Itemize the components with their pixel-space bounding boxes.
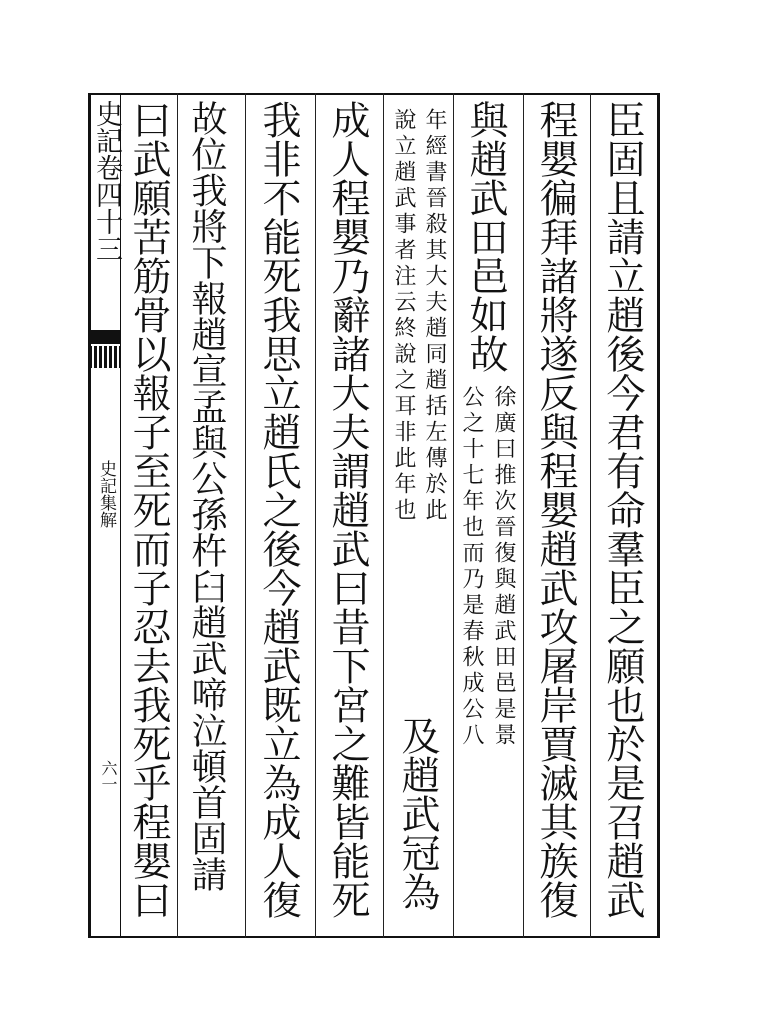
fish-tail-mark-lower xyxy=(89,346,120,368)
spine-book-name: 史記集解 xyxy=(96,460,116,528)
text-column-6: 故位我將下報趙宣孟與公孫杵臼趙武啼泣頓首固請 xyxy=(186,100,227,892)
fish-tail-mark xyxy=(89,330,120,344)
text-column-3: 與趙武田邑如故 xyxy=(463,100,508,373)
column-rule xyxy=(453,93,454,938)
column-rule xyxy=(315,93,316,938)
text-column-3b: 及趙武冠為 xyxy=(395,716,440,911)
text-column-4: 成人程嬰乃辭諸大夫謂趙武曰昔下宮之難皆能死 xyxy=(325,100,370,919)
commentary-line-3: 年經書晉殺其大夫趙同趙括左傳於此 xyxy=(422,108,447,524)
spine-title: 史記卷四十三 xyxy=(91,100,122,262)
text-column-7: 曰武願苦筋骨以報子至死而子忍去我死乎程嬰曰 xyxy=(126,100,171,919)
column-rule xyxy=(177,93,178,938)
column-rule xyxy=(383,93,384,938)
column-rule xyxy=(523,93,524,938)
page-number: 六一 xyxy=(99,760,118,792)
column-rule xyxy=(245,93,246,938)
commentary-line-1: 徐廣曰推次晉復與趙武田邑是景 xyxy=(491,385,516,749)
text-column-1: 臣固且請立趙後今君有命羣臣之願也於是召趙武 xyxy=(600,100,645,919)
commentary-line-2: 公之十七年也而乃是春秋成公八 xyxy=(459,385,484,749)
commentary-line-4: 說立趙武事者注云終說之耳非此年也 xyxy=(391,108,416,524)
column-rule xyxy=(590,93,591,938)
text-column-2: 程嬰徧拜諸將遂反與程嬰趙武攻屠岸賈滅其族復 xyxy=(533,100,578,919)
text-column-5: 我非不能死我思立趙氏之後今趙武既立為成人復 xyxy=(256,100,301,919)
